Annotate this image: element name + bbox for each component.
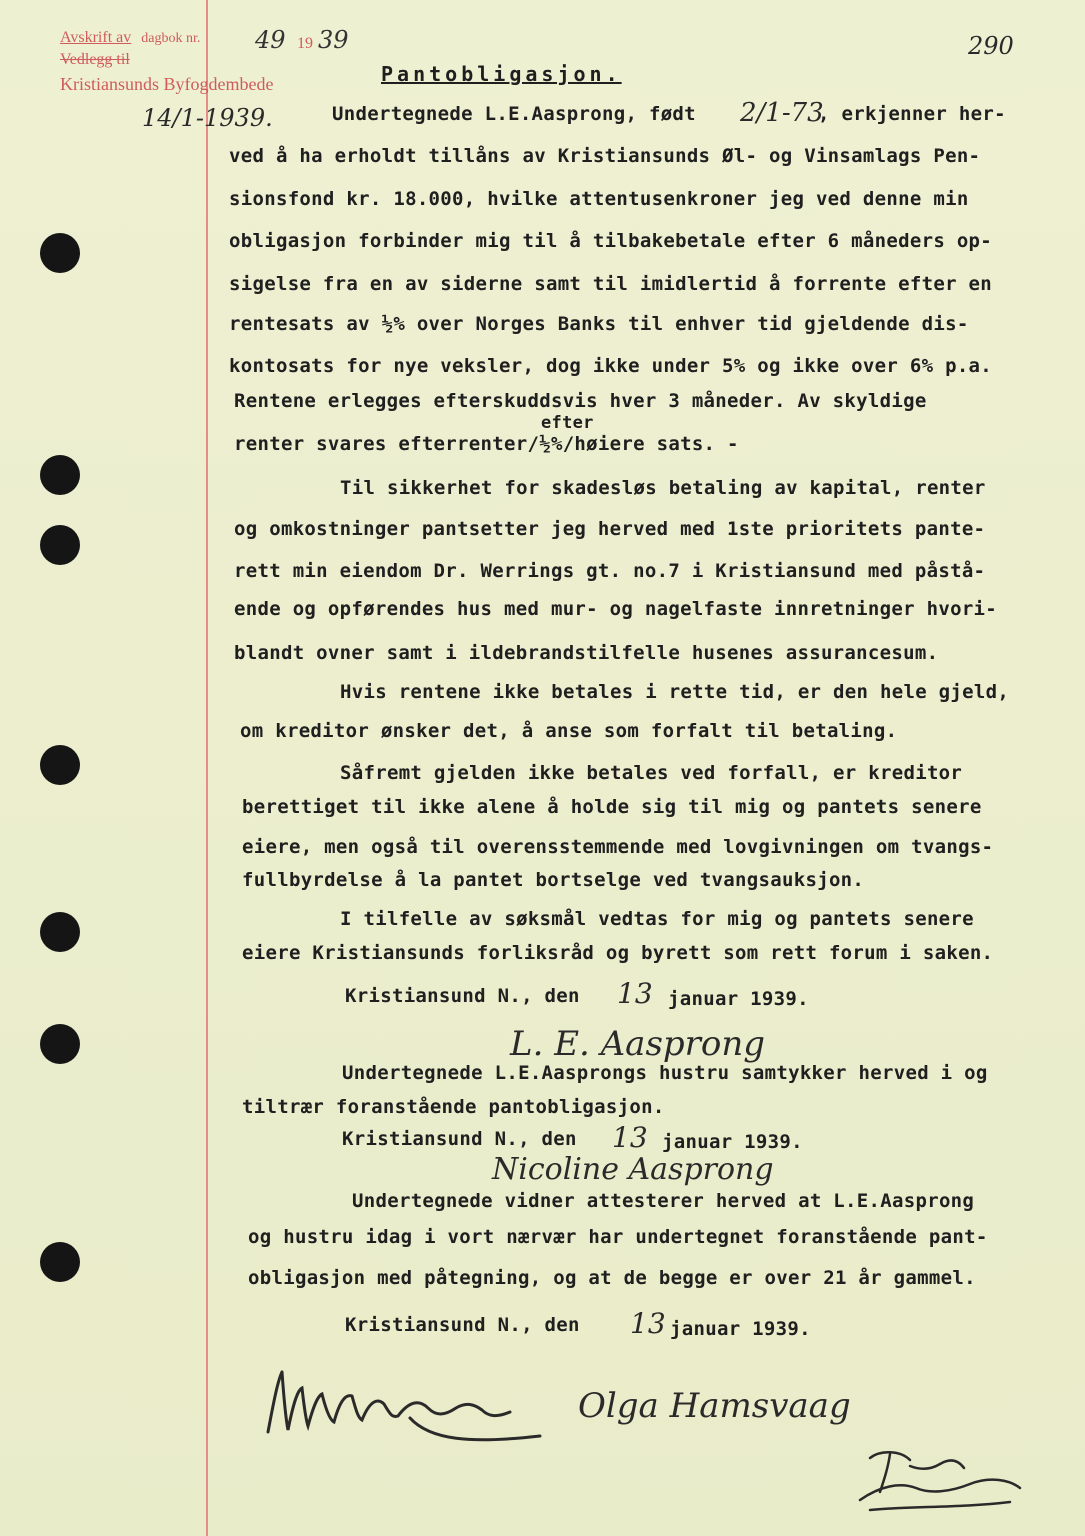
- text-line: tiltrær foranstående pantobligasjon.: [242, 1096, 665, 1118]
- handwritten-birth-date: 2/1-73: [740, 98, 824, 128]
- text-line: og hustru idag i vort nærvær har undertegnet foranstående pant-: [248, 1226, 988, 1248]
- text-line: Til sikkerhet for skadesløs betaling av kapital, renter: [340, 477, 986, 499]
- page-number: 290: [968, 32, 1014, 60]
- text-line: Undertegnede L.E.Aasprongs hustru samtykker herved i og: [342, 1062, 988, 1084]
- place-line: Kristiansund N., den: [345, 985, 580, 1007]
- punch-hole: [40, 455, 80, 495]
- text-line: Såfremt gjelden ikke betales ved forfall, er kreditor: [340, 762, 963, 784]
- text-line: eiere, men også til overensstemmende med lovgivningen om tvangs-: [242, 836, 994, 858]
- punch-hole: [40, 912, 80, 952]
- signature-olga: Olga Hamsvaag: [578, 1386, 851, 1426]
- text-line: kontosats for nye veksler, dog ikke under 5% og ikke over 6% p.a.: [229, 355, 993, 377]
- signature-aasprong: L. E. Aasprong: [510, 1024, 766, 1064]
- text-line: I tilfelle av søksmål vedtas for mig og pantets senere: [340, 908, 974, 930]
- handwritten-day: 13: [612, 1121, 648, 1154]
- text-line: rett min eiendom Dr. Werrings gt. no.7 i Kristiansund med påstå-: [234, 560, 986, 582]
- handwritten-day: 13: [617, 977, 653, 1010]
- stamp-line-2: Vedlegg til: [60, 51, 130, 68]
- initials-signature: [840, 1440, 1040, 1520]
- text-line: ende og opførendes hus med mur- og nagelfaste innretninger hvori-: [234, 598, 998, 620]
- date-line: januar 1939.: [670, 1318, 811, 1340]
- document-title: Pantobligasjon.: [381, 62, 622, 86]
- text-line: , erkjenner her-: [818, 103, 1006, 125]
- text-line: renter svares efterrenter/½%/høiere sats. -: [234, 433, 739, 455]
- entry-number: 49: [255, 26, 286, 54]
- stamp-year-prefix: 19: [297, 35, 313, 52]
- signature-hustru: Nicoline Aasprong: [492, 1152, 774, 1187]
- text-line: sigelse fra en av siderne samt til imidlertid å forrente efter en: [229, 273, 993, 295]
- punch-hole: [40, 1242, 80, 1282]
- text-line: obligasjon med påtegning, og at de begge er over 21 år gammel.: [248, 1267, 976, 1289]
- witness-signature-scrawl: [260, 1360, 580, 1450]
- text-line: eiere Kristiansunds forliksråd og byrett som rett forum i saken.: [242, 942, 994, 964]
- text-line: sionsfond kr. 18.000, hvilke attentusenkroner jeg ved denne min: [229, 188, 969, 210]
- stamp-line-1: Avskrift av dagbok nr.: [60, 29, 201, 46]
- text-line: Rentene erlegges efterskuddsvis hver 3 måneder. Av skyldige: [234, 390, 927, 412]
- stamp-year-suffix: 39: [318, 26, 349, 54]
- place-line: Kristiansund N., den: [345, 1314, 580, 1336]
- text-line-insert: efter: [541, 413, 594, 433]
- place-line: Kristiansund N., den: [342, 1128, 577, 1150]
- punch-hole: [40, 233, 80, 273]
- text-line: blandt ovner samt i ildebrandstilfelle husenes assurancesum.: [234, 642, 939, 664]
- date-line: januar 1939.: [668, 988, 809, 1010]
- text-line: fullbyrdelse å la pantet bortselge ved tvangsauksjon.: [242, 869, 865, 891]
- text-line: obligasjon forbinder mig til å tilbakebetale efter 6 måneders op-: [229, 230, 993, 252]
- punch-hole: [40, 525, 80, 565]
- date-line: januar 1939.: [662, 1131, 803, 1153]
- margin-rule: [206, 0, 208, 1536]
- punch-hole: [40, 745, 80, 785]
- text-line: om kreditor ønsker det, å anse som forfalt til betaling.: [240, 720, 898, 742]
- text-line: Hvis rentene ikke betales i rette tid, er den hele gjeld,: [340, 681, 1010, 703]
- text-line: rentesats av ½% over Norges Banks til enhver tid gjeldende dis-: [229, 313, 969, 335]
- handwritten-date: 14/1-1939.: [142, 104, 273, 132]
- text-line: ved å ha erholdt tillåns av Kristiansunds Øl- og Vinsamlags Pen-: [229, 145, 981, 167]
- punch-hole: [40, 1024, 80, 1064]
- text-line: berettiget til ikke alene å holde sig til mig og pantets senere: [242, 796, 982, 818]
- stamp-line-3: Kristiansunds Byfogdembede: [60, 74, 274, 94]
- handwritten-day: 13: [630, 1307, 666, 1340]
- text-line: Undertegnede L.E.Aasprong, født: [332, 103, 696, 125]
- text-line: Undertegnede vidner attesterer herved at L.E.Aasprong: [352, 1190, 975, 1212]
- text-line: og omkostninger pantsetter jeg herved med 1ste prioritets pante-: [234, 518, 986, 540]
